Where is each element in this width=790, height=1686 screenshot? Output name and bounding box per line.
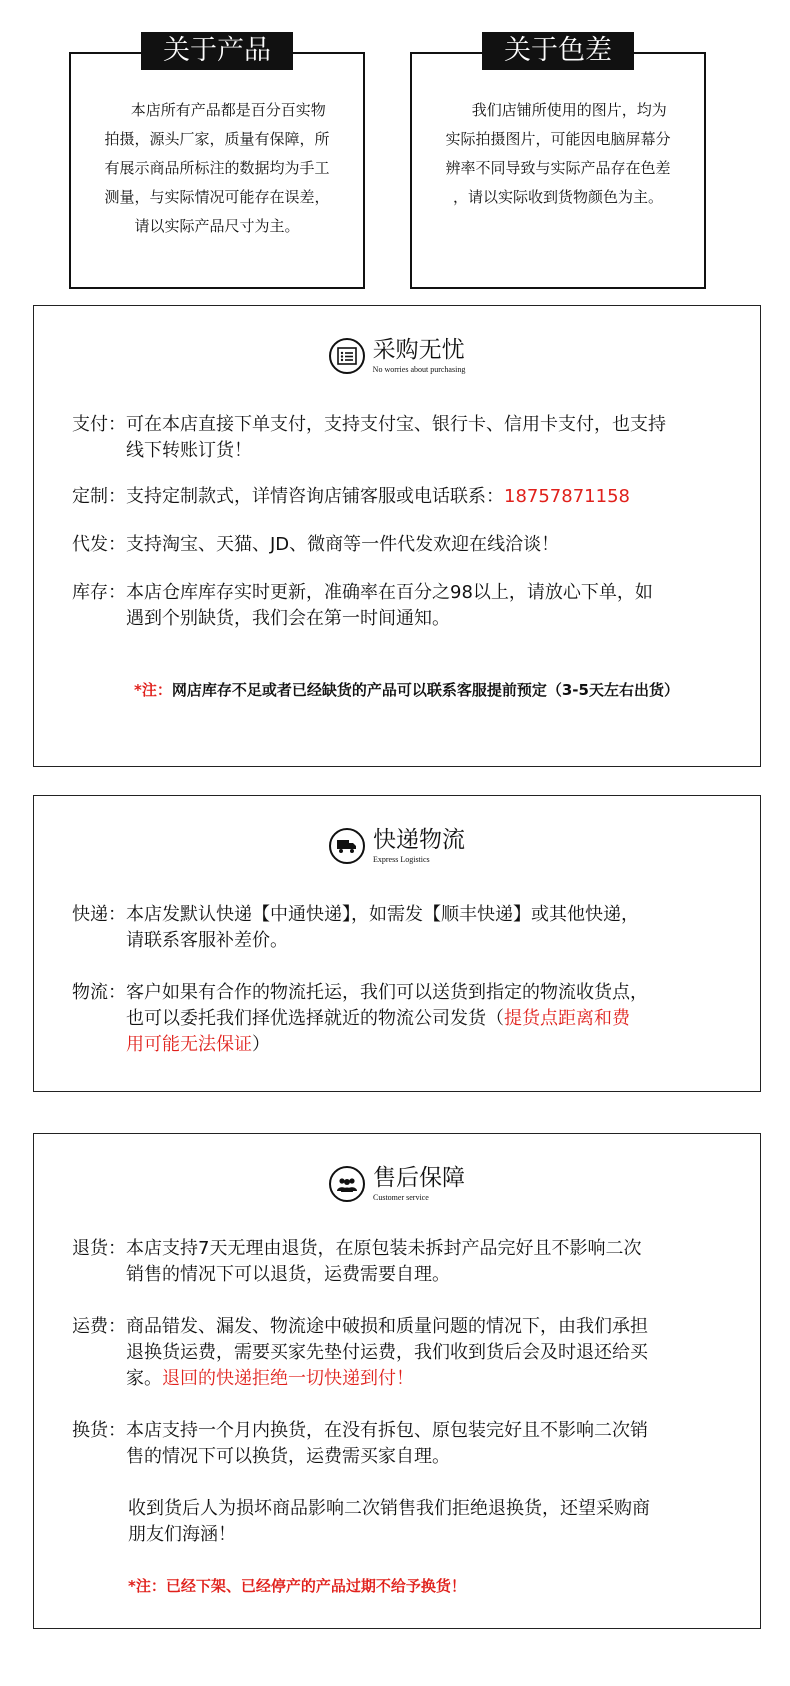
item-text: 客户如果有合作的物流托运，我们可以送货到指定的物流收货点， [126, 982, 648, 1003]
item-text: 支持淘宝、天猫、JD、微商等一件代发欢迎在线洽谈！ [126, 534, 560, 555]
item-label: 换货： [72, 1420, 126, 1441]
logistics-section [33, 795, 761, 1092]
aftersale-subtitle: Customer service [373, 1192, 429, 1202]
list-item [72, 980, 736, 1058]
purchase-title: 采购无忧 [372, 336, 465, 363]
item-text: 请联系客服补差价。 [126, 930, 288, 951]
about-product-line: 测量，与实际情况可能存在误差， [104, 188, 330, 206]
note-star: *注： [134, 681, 172, 699]
note-text: 网店库存不足或者已经缺货的产品可以联系客服提前预定（3-5天左右出货） [171, 681, 679, 699]
purchase-header [34, 338, 760, 374]
list-item [72, 484, 736, 510]
item-red-text: 退回的快递拒绝一切快递到付！ [162, 1368, 414, 1389]
phone-number: 18757871158 [504, 486, 630, 507]
logistics-header [34, 828, 760, 864]
item-text: ） [252, 1034, 270, 1055]
about-product-line: 本店所有产品都是百分百实物 [130, 101, 326, 119]
list-item [72, 1418, 736, 1470]
about-product-line: 拍摄，源头厂家，质量有保障，所 [104, 130, 330, 148]
item-text: 退换货运费，需要买家先垫付运费，我们收到货后会及时退还给买 [126, 1342, 648, 1363]
item-text: 本店仓库库存实时更新，准确率在百分之98以上，请放心下单，如 [126, 582, 653, 603]
item-label: 运费： [72, 1316, 126, 1337]
users-icon [329, 1166, 365, 1202]
item-label: 支付： [72, 414, 126, 435]
item-label: 退货： [72, 1238, 126, 1259]
item-text: 本店支持7天无理由退货，在原包装未拆封产品完好且不影响二次 [126, 1238, 642, 1259]
about-color-title: 关于色差 [482, 32, 634, 70]
list-item [72, 412, 736, 464]
item-text: 售的情况下可以换货，运费需买家自理。 [126, 1446, 450, 1467]
about-color-line: 实际拍摄图片，可能因电脑屏幕分 [445, 130, 671, 148]
item-text: 收到货后人为损坏商品影响二次销售我们拒绝退换货，还望采购商 [128, 1498, 650, 1519]
aftersale-note: *注：已经下架、已经停产的产品过期不给予换货！ [128, 1577, 466, 1595]
logistics-subtitle: Express Logistics [373, 854, 430, 864]
aftersale-title: 售后保障 [373, 1164, 465, 1191]
item-label: 快递： [72, 904, 126, 925]
item-text: 朋友们海涵！ [128, 1524, 236, 1545]
item-text: 商品错发、漏发、物流途中破损和质量问题的情况下，由我们承担 [126, 1316, 648, 1337]
about-product-box [69, 35, 365, 289]
about-color-line: 我们店铺所使用的图片，均为 [471, 101, 667, 119]
list-item [72, 580, 736, 632]
list-item [72, 902, 736, 954]
item-text: 本店支持一个月内换货，在没有拆包、原包装完好且不影响二次销 [126, 1420, 648, 1441]
item-text: 可在本店直接下单支付，支持支付宝、银行卡、信用卡支付，也支持 [126, 414, 666, 435]
list-item [72, 1236, 736, 1288]
item-text: 也可以委托我们择优选择就近的物流公司发货（ [126, 1008, 504, 1029]
item-text: 支持定制款式，详情咨询店铺客服或电话联系： [126, 486, 504, 507]
item-red-text: 用可能无法保证 [126, 1034, 252, 1055]
about-product-title: 关于产品 [141, 32, 293, 70]
logistics-title: 快递物流 [373, 826, 465, 853]
about-product-line: 请以实际产品尺寸为主。 [134, 217, 300, 235]
item-label: 库存： [72, 582, 126, 603]
about-color-box [410, 35, 706, 289]
list-item [128, 1496, 736, 1548]
about-product-line: 有展示商品所标注的数据均为手工 [104, 159, 330, 177]
item-red-text: 提货点距离和费 [504, 1008, 630, 1029]
item-text: 线下转账订货！ [126, 440, 252, 461]
about-color-line: 辨率不同导致与实际产品存在色差 [445, 159, 671, 177]
purchase-section [33, 305, 761, 767]
list-icon [329, 338, 365, 374]
item-label: 定制： [72, 486, 126, 507]
aftersale-section [33, 1133, 761, 1629]
about-color-line: ，请以实际收到货物颜色为主。 [452, 188, 663, 206]
item-text: 遇到个别缺货，我们会在第一时间通知。 [126, 608, 450, 629]
purchase-subtitle: No worries about purchasing [372, 364, 466, 374]
aftersale-header [34, 1166, 760, 1202]
item-text: 家。 [126, 1368, 162, 1389]
purchase-note [134, 680, 679, 700]
item-text: 销售的情况下可以退货，运费需要自理。 [126, 1264, 450, 1285]
truck-icon [329, 828, 365, 864]
item-label: 物流： [72, 982, 126, 1003]
list-item [72, 532, 736, 558]
list-item [72, 1314, 736, 1392]
item-text: 本店发默认快递【中通快递】，如需发【顺丰快递】或其他快递， [126, 904, 639, 925]
item-label: 代发： [72, 534, 126, 555]
